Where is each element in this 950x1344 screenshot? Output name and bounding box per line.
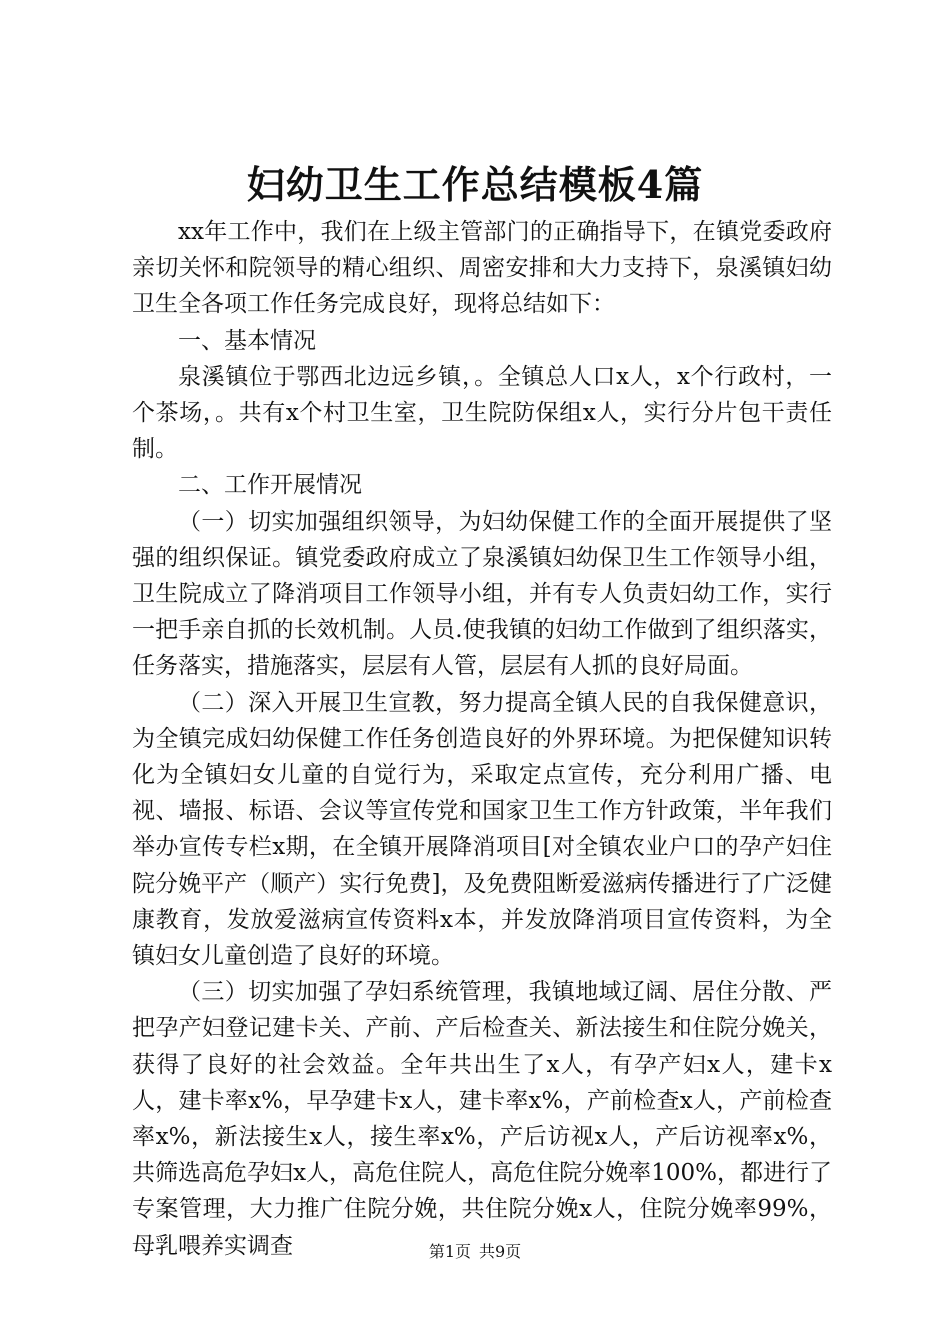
- page-total: 共9页: [479, 1242, 522, 1261]
- page-footer: [0, 1242, 950, 1262]
- page-number: 第1页: [428, 1242, 471, 1261]
- section-heading-work-progress: 二、工作开展情况: [178, 472, 362, 499]
- document-body: [132, 214, 832, 1264]
- section-heading-basic-info: 一、基本情况: [178, 327, 316, 354]
- paragraph-maternal-management: （三）切实加强了孕妇系统管理，我镇地域辽阔、居住分散、严把孕产妇登记建卡关、产前、产后检查关、新法接生和住院分娩关，获得了良好的社会效益。全年共出生了x人，有孕产妇x人，建卡x人，建卡率x%，早孕建卡x人，建卡率x%，产前检查x人，产前检查率x%，新法接生x人，接生率x%，产后访视x人，产后访视率x%，共筛选高危孕妇x人，高危住院人，高危住院分娩率100%，都进行了专案管理，大力推广住院分娩，共住院分娩x人，住院分娩率99%，母乳喂养实调查: [132, 979, 832, 1259]
- paragraph-organization: （一）切实加强组织领导，为妇幼保健工作的全面开展提供了坚强的组织保证。镇党委政府成立了泉溪镇妇幼保卫生工作领导小组，卫生院成立了降消项目工作领导小组，并有专人负责妇幼工作，实行一把手亲自抓的长效机制。人员.使我镇的妇幼工作做到了组织落实，任务落实，措施落实，层层有人管，层层有人抓的良好局面。: [132, 508, 832, 680]
- document-title: 妇幼卫生工作总结模板4篇: [246, 162, 704, 207]
- paragraph-health-education: （二）深入开展卫生宣教，努力提高全镇人民的自我保健意识，为全镇完成妇幼保健工作任务创造良好的外界环境。为把保健知识转化为全镇妇女儿童的自觉行为，采取定点宣传，充分利用广播、电视、墙报、标语、会议等宣传党和国家卫生工作方针政策，半年我们举办宣传专栏x期，在全镇开展降消项目[对全镇农业户口的孕产妇住院分娩平产（顺产）实行免费]，及免费阻断爱滋病传播进行了广泛健康教育，发放爱滋病宣传资料x本，并发放降消项目宣传资料，为全镇妇女儿童创造了良好的环境。: [132, 689, 832, 970]
- paragraph-intro: xx年工作中，我们在上级主管部门的正确指导下，在镇党委政府亲切关怀和院领导的精心组织、周密安排和大力支持下，泉溪镇妇幼卫生全各项工作任务完成良好，现将总结如下：: [132, 219, 832, 318]
- paragraph-basic-info: 泉溪镇位于鄂西北边远乡镇，。全镇总人口x人，x个行政村，一个茶场，。共有x个村卫生室，卫生院防保组x人，实行分片包干责任制。: [132, 363, 832, 463]
